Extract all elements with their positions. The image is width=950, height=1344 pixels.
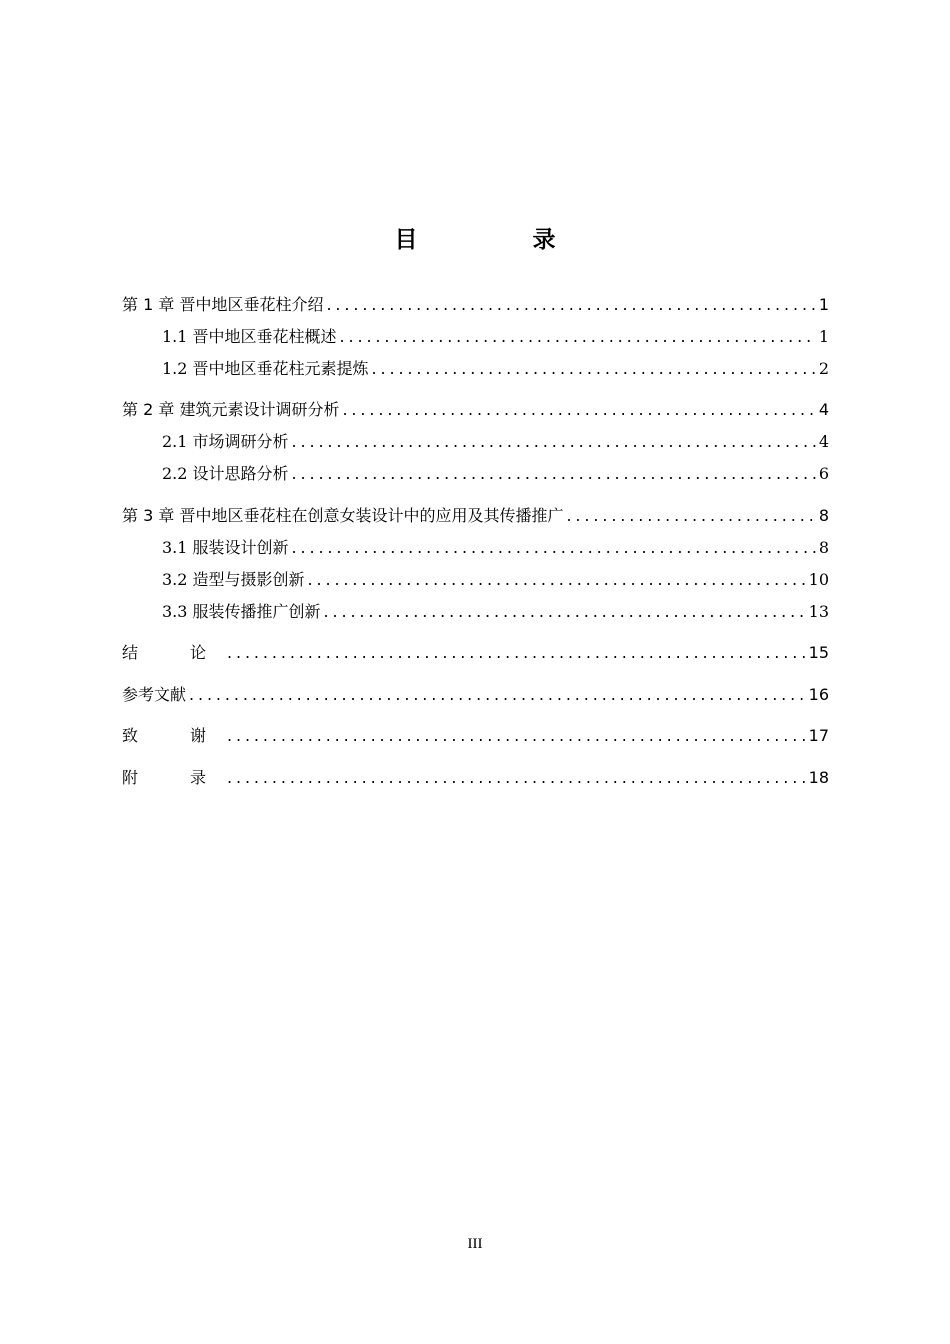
toc-leader-dots: [324, 601, 806, 623]
toc-entry-label: 第 1 章 晋中地区垂花柱介绍: [122, 295, 324, 314]
toc-leader-dots: [189, 684, 806, 706]
toc-entry-label: 3.3 服装传播推广创新: [162, 602, 321, 621]
toc-entry-page: 6: [818, 464, 829, 483]
page-number: III: [467, 1236, 483, 1252]
toc-leader-dots: [227, 642, 806, 664]
toc-leader-dots: [340, 326, 816, 348]
toc-leader-dots: [308, 569, 806, 591]
toc-entry[interactable]: [122, 395, 829, 421]
toc-entry-label: 2.2 设计思路分析: [162, 464, 289, 483]
toc-entry[interactable]: [122, 721, 829, 747]
toc-leader-dots: [292, 537, 816, 559]
toc-entry-label: 第 2 章 建筑元素设计调研分析: [122, 400, 340, 419]
toc-entry-label: 2.1 市场调研分析: [162, 432, 289, 451]
toc-entry-page: 4: [818, 432, 829, 451]
toc-entry-label: 参考文献: [122, 685, 187, 704]
toc-entry[interactable]: [122, 290, 829, 316]
toc-entry-page: 8: [818, 538, 829, 557]
toc-entry-page: 1: [818, 295, 829, 314]
toc-entry[interactable]: [122, 597, 829, 623]
toc-entry[interactable]: [122, 322, 829, 348]
toc-entry[interactable]: [122, 427, 829, 453]
toc-entry-label: 1.2 晋中地区垂花柱元素提炼: [162, 359, 369, 378]
toc-entry[interactable]: [122, 533, 829, 559]
toc-entry-label: 第 3 章 晋中地区垂花柱在创意女装设计中的应用及其传播推广: [122, 506, 564, 525]
toc-leader-dots: [292, 463, 816, 485]
toc-entry[interactable]: [122, 501, 829, 527]
toc-leader-dots: [326, 294, 815, 316]
toc-leader-dots: [372, 358, 816, 380]
toc-entry-page: 17: [808, 726, 829, 745]
toc-leader-dots: [227, 767, 806, 789]
toc-entry-label: 3.2 造型与摄影创新: [162, 570, 305, 589]
toc-entry-page: 13: [808, 602, 829, 621]
toc-entry-page: 8: [818, 506, 829, 525]
toc-entry-page: 2: [818, 359, 829, 378]
toc-title: 目 录: [394, 227, 602, 253]
toc-entry[interactable]: [122, 354, 829, 380]
toc-leader-dots: [292, 431, 816, 453]
toc-entry[interactable]: [122, 565, 829, 591]
toc-entry-label: 3.1 服装设计创新: [162, 538, 289, 557]
toc-entry-page: 10: [808, 570, 829, 589]
toc-entry[interactable]: [122, 763, 829, 789]
toc-entry-page: 16: [808, 685, 829, 704]
toc-entry-label: 附 录: [122, 768, 225, 787]
toc-entry[interactable]: [122, 459, 829, 485]
toc-entry-page: 4: [818, 400, 829, 419]
toc-entry[interactable]: [122, 638, 829, 664]
toc-entry-page: 15: [808, 643, 829, 662]
toc-leader-dots: [566, 505, 815, 527]
toc-entry-label: 结 论: [122, 643, 225, 662]
toc-leader-dots: [342, 399, 815, 421]
toc-entry-page: 18: [808, 768, 829, 787]
toc-entry-label: 1.1 晋中地区垂花柱概述: [162, 327, 337, 346]
toc-entry-label: 致 谢: [122, 726, 225, 745]
toc-entry-page: 1: [818, 327, 829, 346]
toc-entry[interactable]: [122, 680, 829, 706]
toc-leader-dots: [227, 725, 806, 747]
